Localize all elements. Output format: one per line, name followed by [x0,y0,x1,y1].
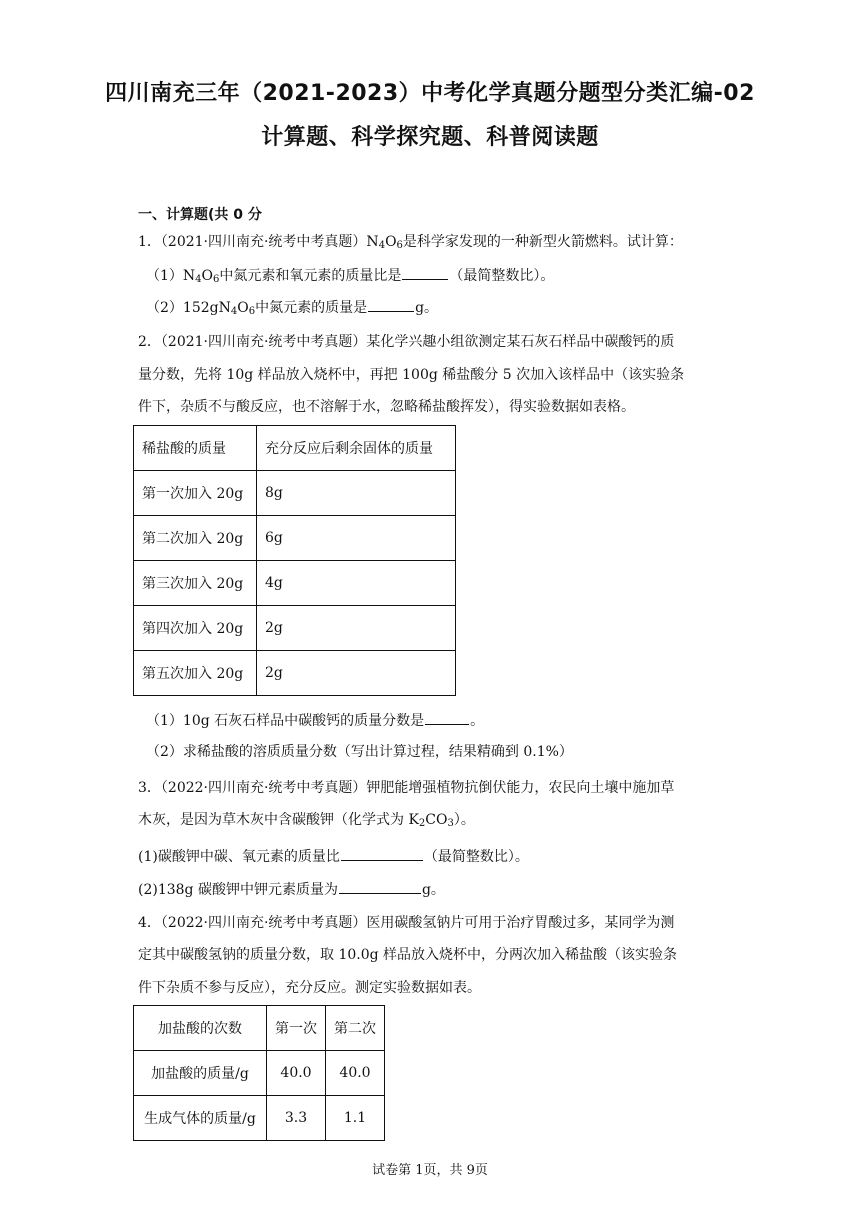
table-row [134,516,456,561]
table-header-row [134,426,456,471]
answer-blank[interactable] [425,710,469,725]
answer-blank[interactable] [368,297,414,312]
answer-blank[interactable] [339,879,421,894]
table-cell: 8g [257,471,456,516]
table-header-row [134,1006,385,1051]
table-row [134,606,456,651]
q3-stem-line-2: 木灰，是因为草木灰中含碳酸钾（化学式为 $K_2CO_3$）。 [138,812,475,829]
table-header-cell: 第二次 [326,1006,385,1051]
q1-stem: 1．（2021·四川南充·统考中考真题）$N_4O_6$是科学家发现的一种新型火箭燃料。试计算： [138,234,683,251]
table-row [134,1051,385,1096]
answer-blank[interactable] [341,846,423,861]
table-cell: 2g [257,651,456,696]
document-title-line-2: 计算题、科学探究题、科普阅读题 [261,125,599,150]
q4-stem-line-2: 定其中碳酸氢钠的质量分数，取 10.0g 样品放入烧杯中，分两次加入稀盐酸（该实验条 [138,947,678,963]
table-row [134,561,456,606]
q4-data-table [133,1005,385,1141]
table-cell: 第二次加入 20g [134,516,257,561]
table-header-cell: 第一次 [267,1006,326,1051]
q2-stem-line-2: 量分数，先将 10g 样品放入烧杯中，再把 100g 稀盐酸分 5 次加入该样品中（该实验条 [138,367,685,383]
q4-stem-line-3: 件下杂质不参与反应），充分反应。测定实验数据如表。 [138,980,481,996]
q3-part-1: (1)碳酸钾中碳、氧元素的质量比 （最简整数比）。 [138,846,529,866]
q3-stem-line-1: 3．（2022·四川南充·统考中考真题）钾肥能增强植物抗倒伏能力，农民向土壤中施加草 [138,780,675,796]
table-header-cell: 加盐酸的次数 [134,1006,267,1051]
q2-part-1: （1）10g 石灰石样品中碳酸钙的质量分数是 。 [146,710,484,730]
document-title-line-1: 四川南充三年（2021-2023）中考化学真题分题型分类汇编-02 [105,81,755,106]
table-cell: 40.0 [326,1051,385,1096]
q4-stem-line-1: 4．（2022·四川南充·统考中考真题）医用碳酸氢钠片可用于治疗胃酸过多，某同学为测 [138,915,675,931]
q2-stem-line-3: 件下，杂质不与酸反应，也不溶解于水，忽略稀盐酸挥发），得实验数据如表格。 [138,399,635,415]
table-cell: 40.0 [267,1051,326,1096]
q1-part-2: $(2)152gN_4O_6$中氮元素的质量是 g。 [146,297,438,317]
section-heading: 一、计算题(共 0 分 [138,207,262,223]
table-cell: 4g [257,561,456,606]
table-header-cell: 充分反应后剩余固体的质量 [257,426,456,471]
q2-data-table [133,425,456,696]
q1-part-1: $(1)N_4O_6$中氮元素和氧元素的质量比是 （最简整数比）。 [146,265,554,285]
answer-blank[interactable] [402,265,448,280]
table-cell: 2g [257,606,456,651]
table-cell: 3.3 [267,1096,326,1141]
table-cell: 加盐酸的质量/g [134,1051,267,1096]
page-footer: 试卷第 1页，共 9页 [372,1163,488,1178]
table-cell: 第一次加入 20g [134,471,257,516]
table-row [134,1096,385,1141]
q2-stem-line-1: 2．（2021·四川南充·统考中考真题）某化学兴趣小组欲测定某石灰石样品中碳酸钙的质 [138,334,675,350]
table-cell: 生成气体的质量/g [134,1096,267,1141]
table-cell: 6g [257,516,456,561]
q2-part-2: （2）求稀盐酸的溶质质量分数（写出计算过程，结果精确到 0.1%） [146,744,573,760]
table-cell: 第五次加入 20g [134,651,257,696]
table-cell: 第四次加入 20g [134,606,257,651]
table-row [134,471,456,516]
table-cell: 第三次加入 20g [134,561,257,606]
table-cell: 1.1 [326,1096,385,1141]
table-row [134,651,456,696]
table-header-cell: 稀盐酸的质量 [134,426,257,471]
q3-part-2: (2)138g 碳酸钾中钾元素质量为 g。 [138,879,445,899]
